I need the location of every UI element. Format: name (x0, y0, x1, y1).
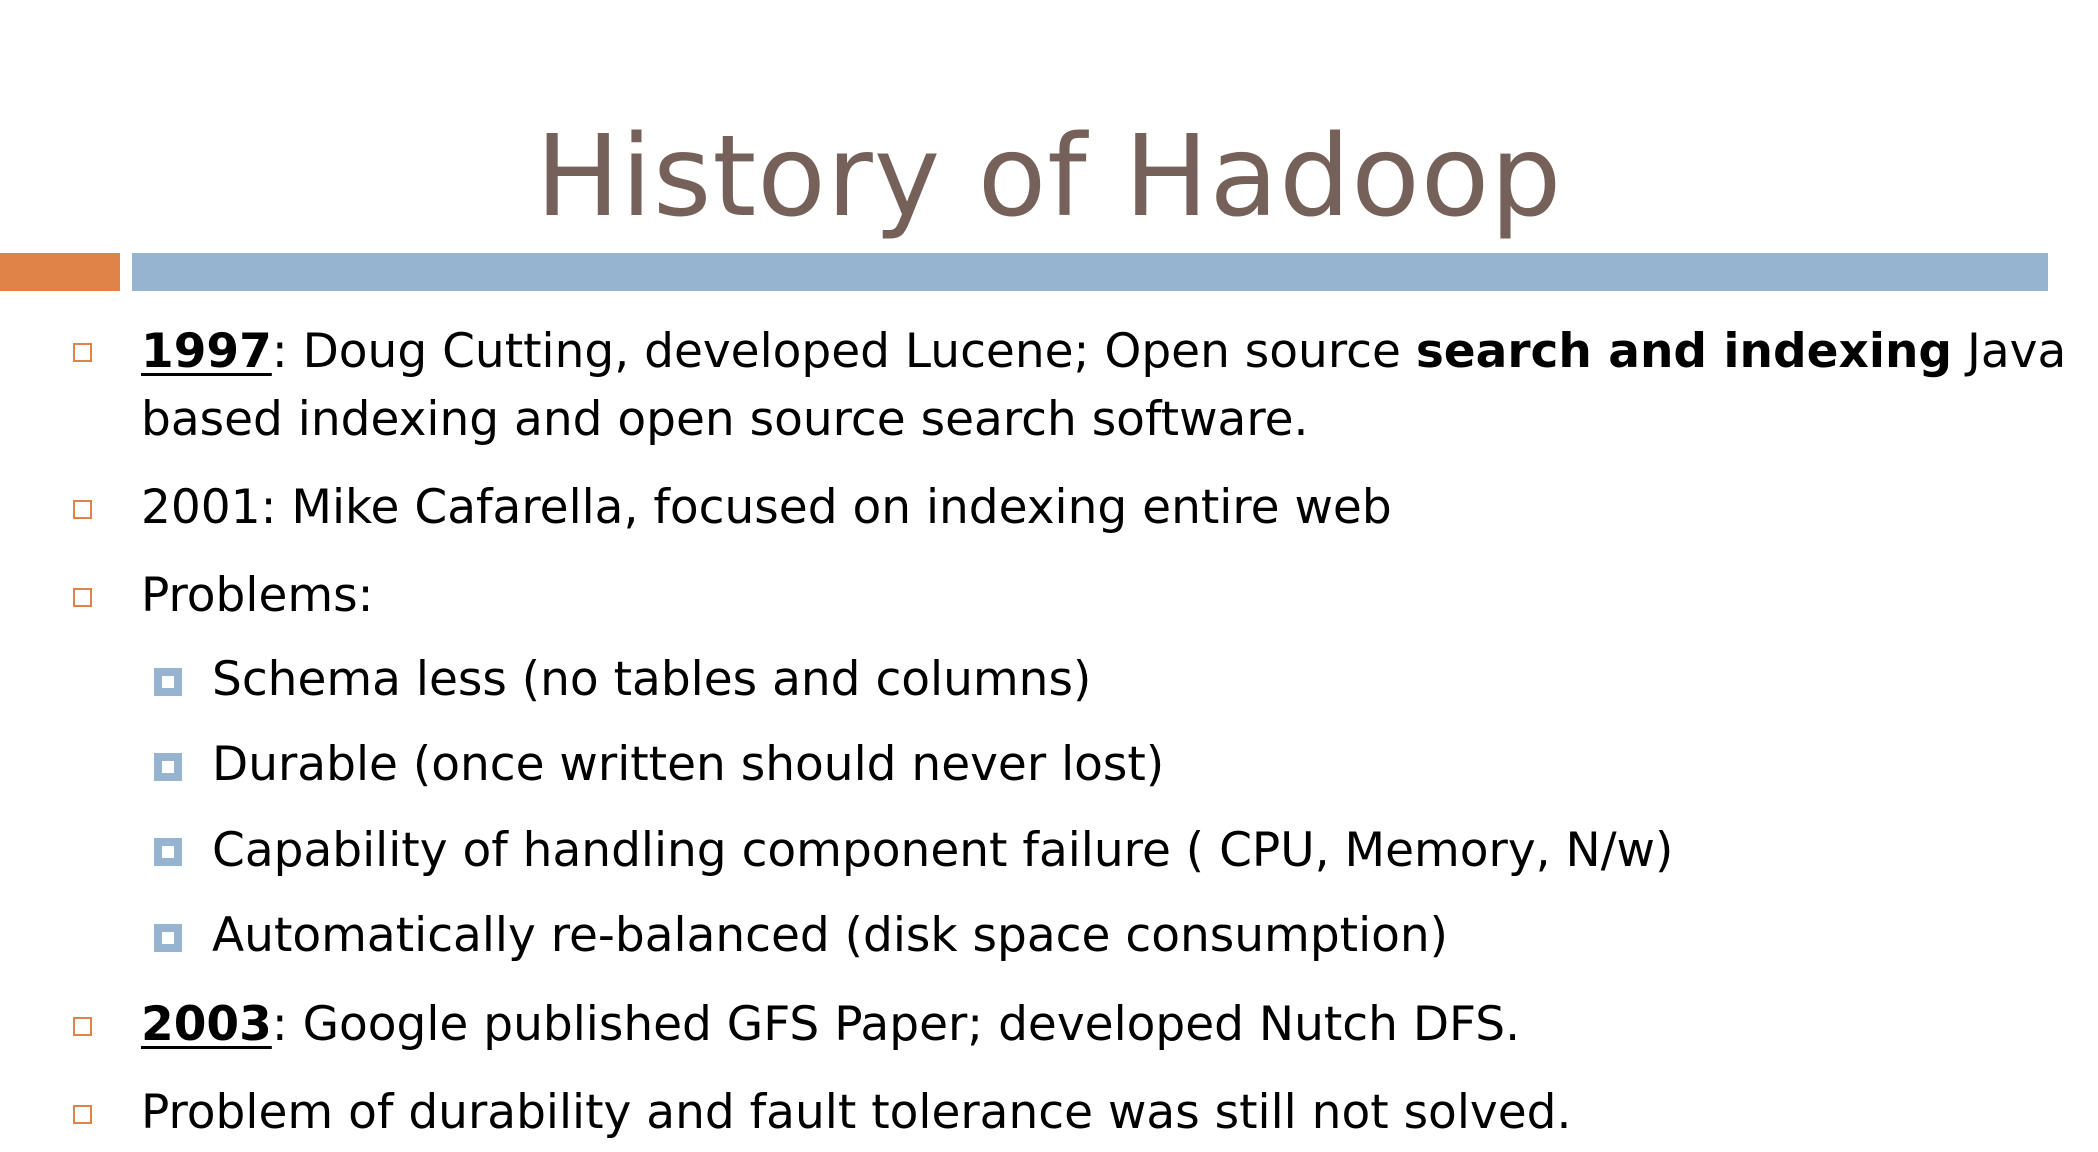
bullet-2003 (141, 991, 1520, 1059)
square-bullet-icon (73, 588, 92, 607)
bullet-1997-line-1 (141, 318, 2066, 386)
sub-bullet-icon (154, 838, 182, 866)
bullet-1997-text-a: : Doug Cutting, developed Lucene; Open source (271, 324, 1416, 379)
square-bullet-icon (73, 343, 92, 362)
sub-bullet-rebalanced: Automatically re-balanced (disk space consumption) (212, 908, 1449, 963)
bullet-1997-bold-text: search and indexing (1415, 324, 1953, 379)
bullet-2001: 2001: Mike Cafarella, focused on indexing entire web (141, 480, 1392, 535)
bullet-problems: Problems: (141, 568, 374, 623)
sub-bullet-icon (154, 668, 182, 696)
sub-bullet-schema-less: Schema less (no tables and columns) (212, 652, 1092, 707)
bullet-durability-problem: Problem of durability and fault tolerance was still not solved. (141, 1085, 1572, 1140)
square-bullet-icon (73, 1105, 92, 1124)
sub-bullet-failure-handling: Capability of handling component failure ( CPU, Memory, N/w) (212, 823, 1674, 878)
sub-bullet-icon (154, 924, 182, 952)
bullet-1997-line-2: based indexing and open source search software. (141, 392, 1309, 447)
year-1997: 1997 (141, 324, 272, 379)
sub-bullet-icon (154, 753, 182, 781)
square-bullet-icon (73, 500, 92, 519)
square-bullet-icon (73, 1017, 92, 1036)
year-2003: 2003 (141, 997, 272, 1052)
bullet-2003-text: : Google published GFS Paper; developed Nutch DFS. (271, 997, 1521, 1052)
bullet-1997-text-b: Java (1952, 324, 2067, 379)
slide-title: History of Hadoop (535, 112, 1563, 242)
sub-bullet-durable: Durable (once written should never lost) (212, 737, 1165, 792)
